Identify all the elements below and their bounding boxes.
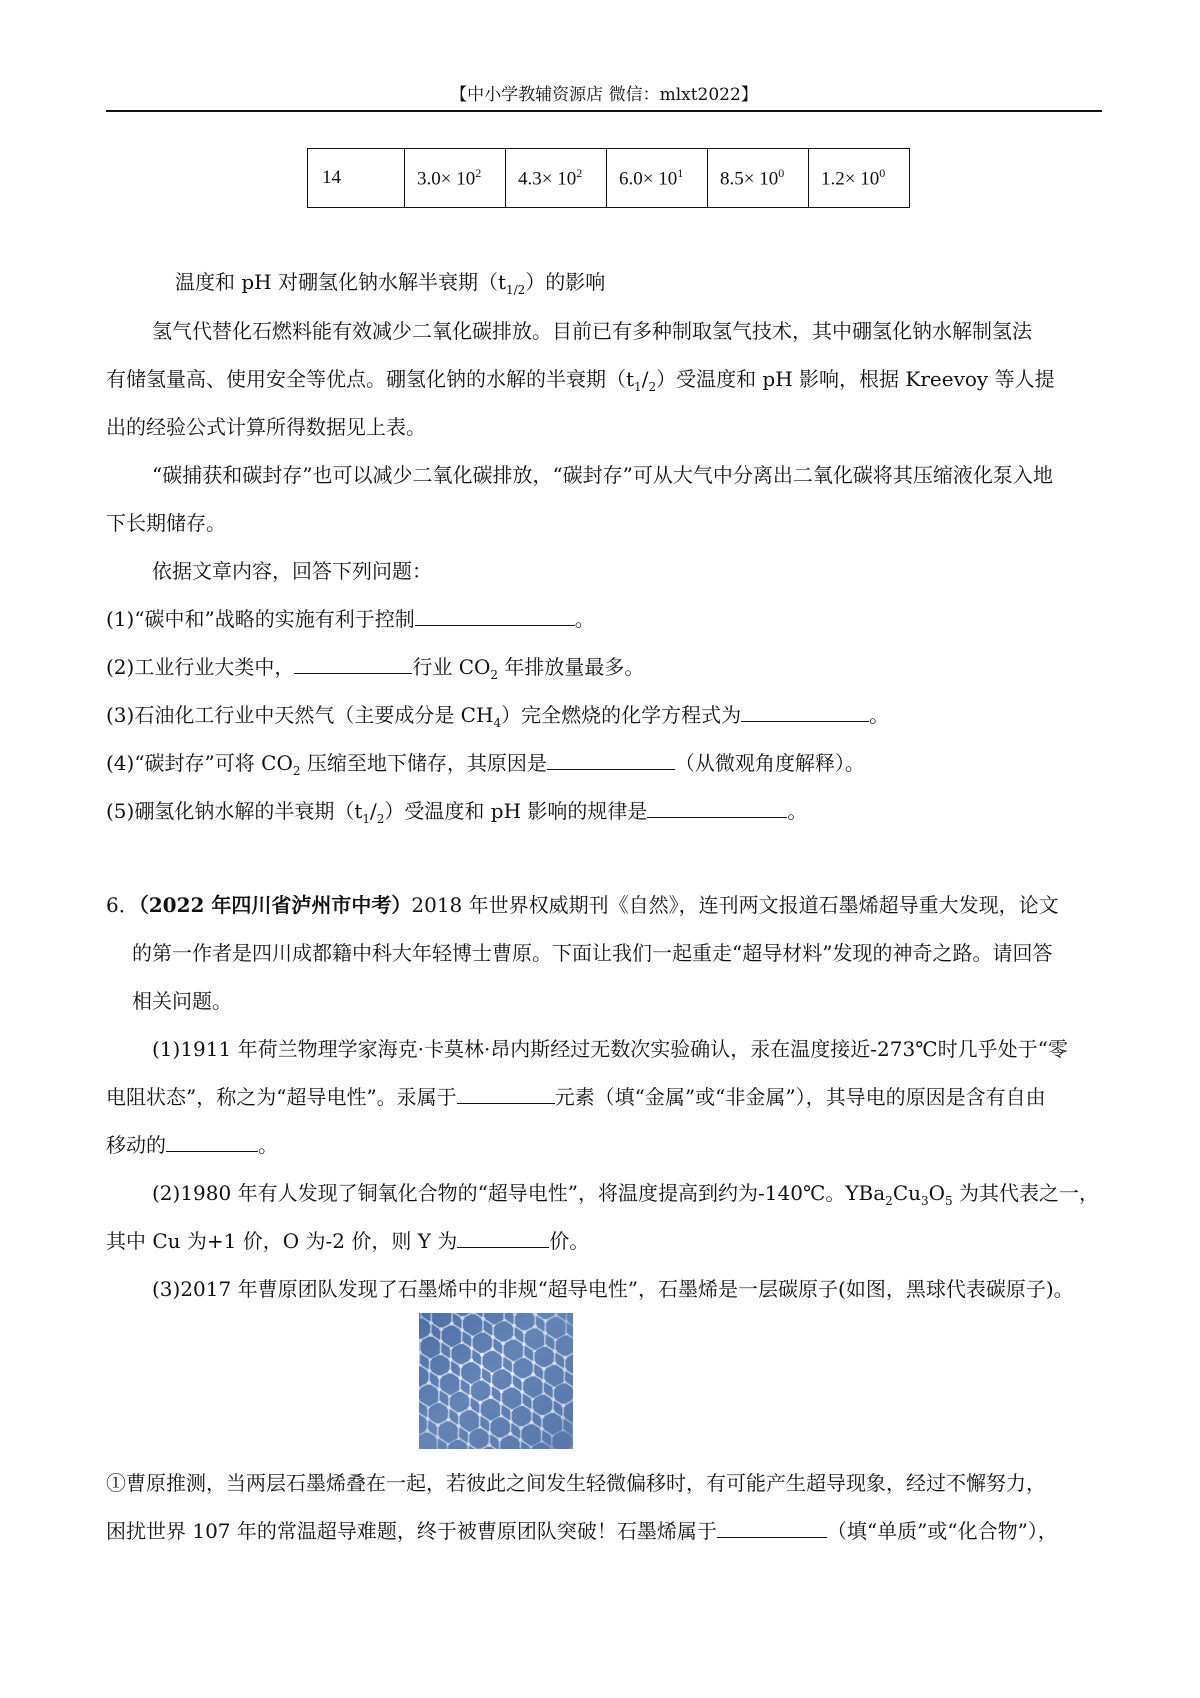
- sub-question-3-part-1: 困扰世界 107 年的常温超导难题，终于被曹原团队突破！石墨烯属于 （填“单质”或“化合物”），: [106, 1519, 1058, 1543]
- paragraph-line: “碳捕获和碳封存”也可以减少二氧化碳排放，“碳封存”可从大气中分离出二氧化碳将其压缩液化泵入地: [152, 463, 1053, 487]
- header-rule: [106, 110, 1102, 112]
- problem-source: （2022 年四川省泸州市中考）: [138, 893, 412, 917]
- page-header: 【中小学教辅资源店 微信：mlxt2022】: [450, 85, 758, 105]
- table-cell: $4.3\times 10^2$: [506, 149, 607, 208]
- sub-question-3-part-1: ①曹原推测，当两层石墨烯叠在一起，若彼此之间发生轻微偏移时，有可能产生超导现象，经过不懈努力，: [106, 1471, 1046, 1495]
- sub-question-2: 其中 Cu 为+1 价，O 为-2 价，则 Y 为 价。: [106, 1229, 590, 1253]
- sub-question-2: (2)1980 年有人发现了铜氧化合物的“超导电性”，将温度提高到约为-140℃。$YBa_2Cu_3O_5$ 为其代表之一，: [152, 1181, 1100, 1208]
- half-life-table: [307, 148, 910, 208]
- table-cell: $1.2\times 10^0$: [809, 149, 910, 208]
- question-3: (3)石油化工行业中天然气（主要成分是 $CH_4$）完全燃烧的化学方程式为 。: [106, 703, 890, 730]
- problem-6-line: 的第一作者是四川成都籍中科大年轻博士曹原。下面让我们一起重走“超导材料”发现的神奇之路。请回答: [132, 941, 1053, 965]
- sub-question-1: (1)1911 年荷兰物理学家海克·卡莫林·昂内斯经过无数次实验确认，汞在温度接近-273℃时几乎处于“零: [152, 1037, 1068, 1061]
- answer-blank[interactable]: [457, 1227, 549, 1248]
- question-2: (2)工业行业大类中， 行业 $CO_2$ 年排放量最多。: [106, 655, 645, 682]
- answer-blank[interactable]: [166, 1131, 258, 1152]
- table-cell: $3.0\times 10^2$: [405, 149, 506, 208]
- answer-blank[interactable]: [547, 749, 675, 770]
- table-cell: $6.0\times 10^1$: [607, 149, 708, 208]
- paragraph-line: 下长期储存。: [106, 511, 226, 535]
- problem-6-line: 相关问题。: [132, 989, 232, 1013]
- paragraph-line: 有储氢量高、使用安全等优点。硼氢化钠的水解的半衰期$(t_1/_2)$受温度和 pH 影响，根据 Kreevoy 等人提: [106, 367, 1055, 394]
- sub-question-1: 电阻状态”，称之为“超导电性”。汞属于 元素（填“金属”或“非金属”），其导电的原因是含有自由: [106, 1085, 1046, 1109]
- problem-6-line: 6．（2022 年四川省泸州市中考）2018 年世界权威期刊《自然》，连刊两文报道石墨烯超导重大发现，论文: [106, 893, 1059, 917]
- paragraph-line: 出的经验公式计算所得数据见上表。: [106, 415, 426, 439]
- answer-blank[interactable]: [294, 653, 412, 674]
- answer-blank[interactable]: [741, 701, 869, 722]
- table-row: [308, 149, 910, 208]
- answer-blank[interactable]: [415, 605, 575, 626]
- question-1: (1)“碳中和”战略的实施有利于控制 。: [106, 607, 595, 631]
- sub-question-1: 移动的 。: [106, 1133, 278, 1157]
- instruction-line: 依据文章内容，回答下列问题：: [152, 559, 432, 583]
- table-caption: 温度和 pH 对硼氢化钠水解半衰期$(t_{1/2})$的影响: [175, 270, 606, 297]
- table-cell: $8.5\times 10^0$: [708, 149, 809, 208]
- answer-blank[interactable]: [457, 1083, 555, 1104]
- question-4: (4)“碳封存”可将 $CO_2$ 压缩至地下储存，其原因是 （从微观角度解释）。: [106, 751, 865, 778]
- graphene-lattice-image: [419, 1313, 573, 1449]
- sub-question-3: (3)2017 年曹原团队发现了石墨烯中的非规“超导电性”，石墨烯是一层碳原子(如图，黑球代表碳原子)。: [152, 1277, 1074, 1301]
- paragraph-line: 氢气代替化石燃料能有效减少二氧化碳排放。目前已有多种制取氢气技术，其中硼氢化钠水解制氢法: [152, 319, 1032, 343]
- answer-blank[interactable]: [717, 1517, 827, 1538]
- question-5: (5)硼氢化钠水解的半衰期$(t_1/_2)$受温度和 pH 影响的规律是 。: [106, 799, 808, 826]
- table-cell: 14: [308, 149, 405, 208]
- answer-blank[interactable]: [647, 797, 787, 818]
